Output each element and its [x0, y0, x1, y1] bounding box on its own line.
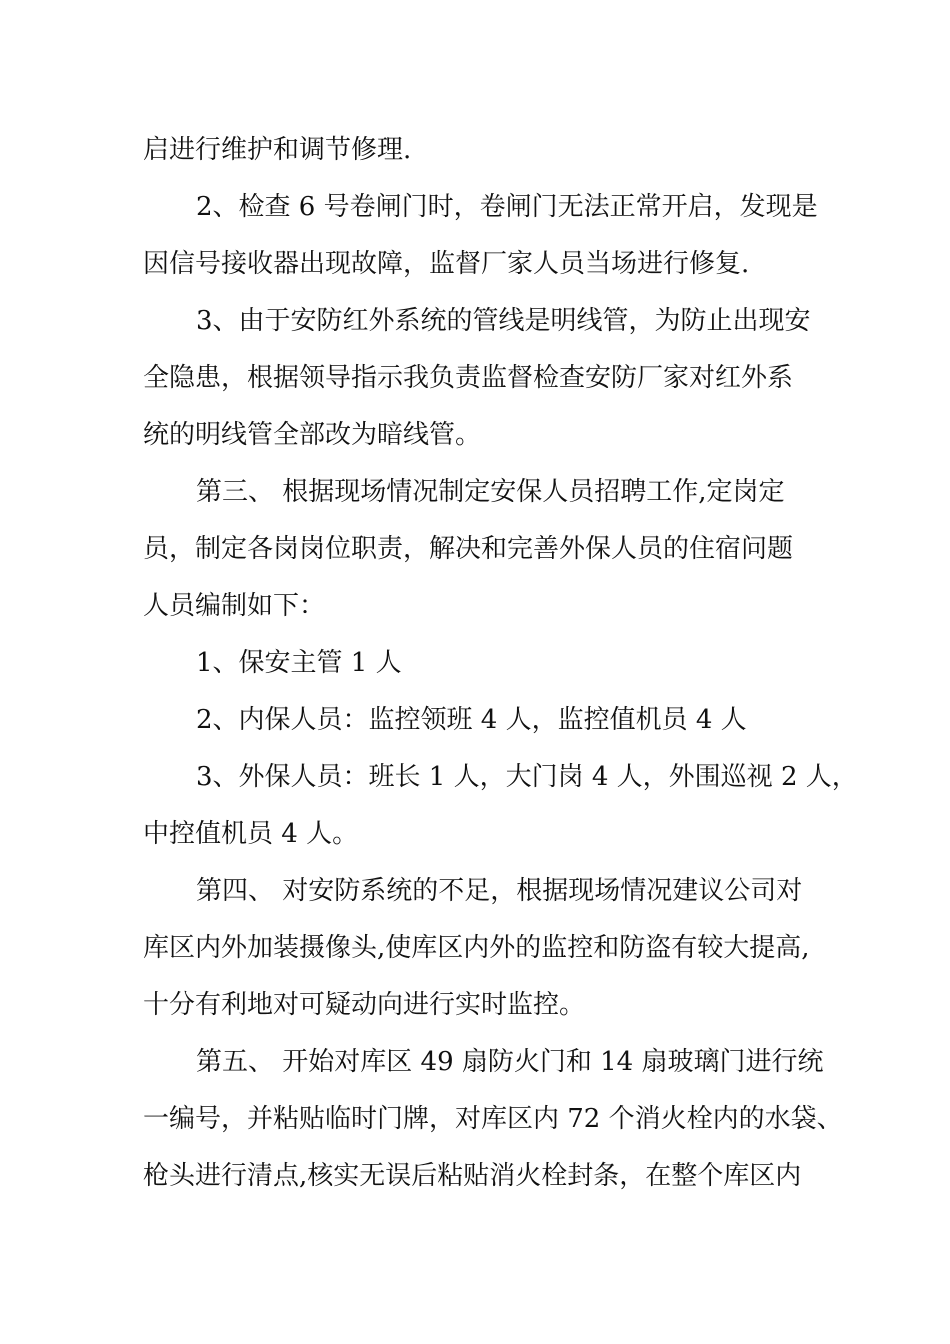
text-line: 2、检查 6 号卷闸门时，卷闸门无法正常开启，发现是	[196, 192, 818, 222]
text-line: 枪头进行清点,核实无误后粘贴消火栓封条，在整个库区内	[143, 1161, 802, 1191]
text-line: 第五、 开始对库区 49 扇防火门和 14 扇玻璃门进行统	[196, 1047, 824, 1077]
text-line: 统的明线管全部改为暗线管。	[143, 420, 482, 450]
text-line: 3、由于安防红外系统的管线是明线管，为防止出现安	[196, 306, 811, 336]
text-line: 库区内外加装摄像头,使库区内外的监控和防盗有较大提高,	[143, 933, 810, 963]
text-line: 员，制定各岗岗位职责，解决和完善外保人员的住宿问题	[143, 534, 794, 564]
text-line: 第三、 根据现场情况制定安保人员招聘工作,定岗定	[196, 477, 785, 507]
text-line: 3、外保人员：班长 1 人，大门岗 4 人，外围巡视 2 人，	[196, 762, 858, 792]
text-line: 十分有利地对可疑动向进行实时监控。	[143, 990, 586, 1020]
text-line: 2、内保人员：监控领班 4 人，监控值机员 4 人	[196, 705, 747, 735]
text-line: 全隐患，根据领导指示我负责监督检查安防厂家对红外系	[143, 363, 794, 393]
text-line: 中控值机员 4 人。	[143, 819, 359, 849]
text-line: 1、保安主管 1 人	[196, 648, 402, 678]
text-line: 启进行维护和调节修理.	[143, 135, 412, 165]
text-line: 因信号接收器出现故障，监督厂家人员当场进行修复.	[143, 249, 750, 279]
text-line: 第四、 对安防系统的不足，根据现场情况建议公司对	[196, 876, 803, 906]
text-line: 人员编制如下：	[143, 591, 326, 621]
text-line: 一编号，并粘贴临时门牌，对库区内 72 个消火栓内的水袋、	[143, 1104, 843, 1134]
